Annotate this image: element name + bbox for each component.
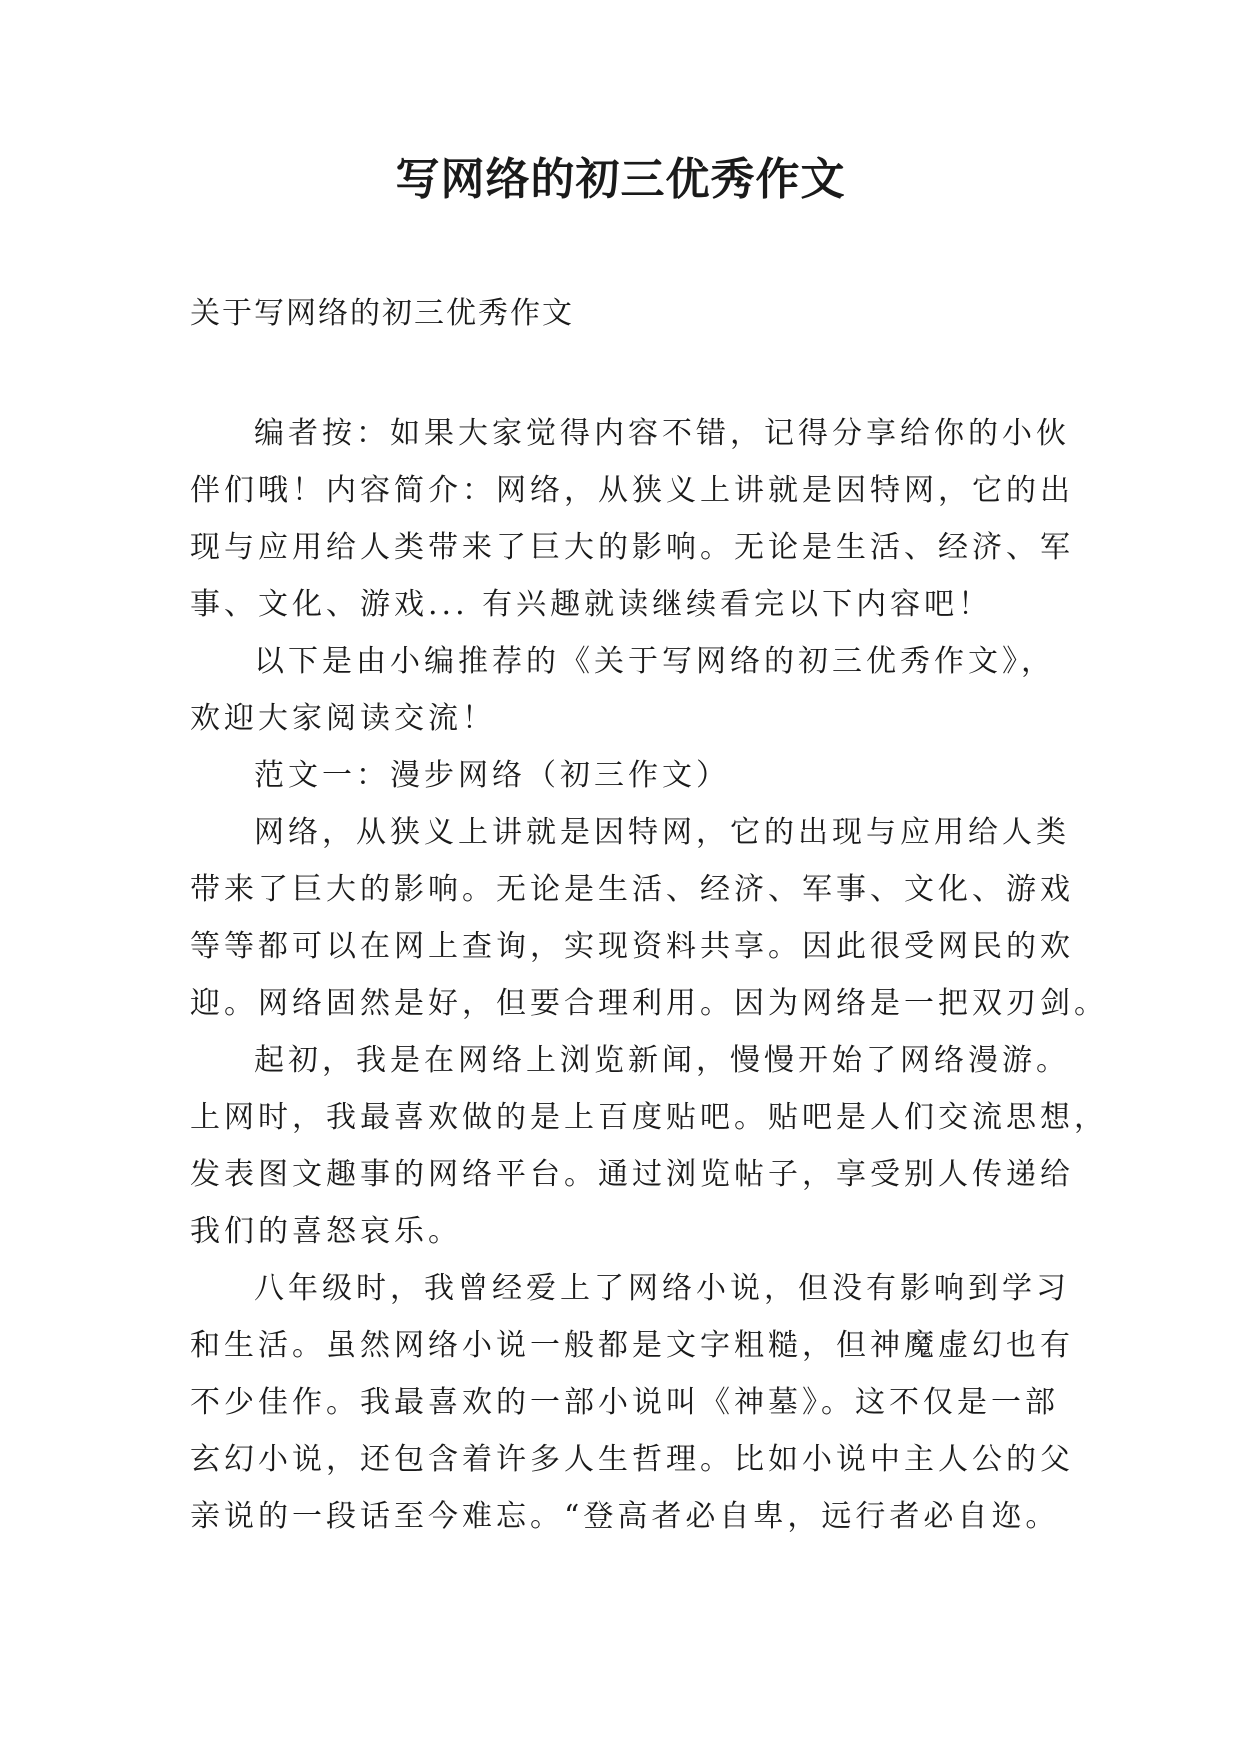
body-line: 八年级时，我曾经爱上了网络小说，但没有影响到学习 — [254, 1271, 1070, 1306]
body-line: 起初，我是在网络上浏览新闻，慢慢开始了网络漫游。 — [254, 1043, 1070, 1078]
body-line: 事、文化、游戏... 有兴趣就读继续看完以下内容吧！ — [190, 587, 993, 622]
body-line: 网络，从狭义上讲就是因特网，它的出现与应用给人类 — [254, 815, 1070, 850]
document-title: 写网络的初三优秀作文 — [395, 154, 846, 205]
body-line: 现与应用给人类带来了巨大的影响。无论是生活、经济、军 — [190, 530, 1074, 565]
body-line: 以下是由小编推荐的《关于写网络的初三优秀作文》， — [254, 644, 1055, 679]
body-line: 编者按：如果大家觉得内容不错，记得分享给你的小伙 — [254, 416, 1070, 451]
body-line: 玄幻小说，还包含着许多人生哲理。比如小说中主人公的父 — [190, 1442, 1074, 1477]
body-line: 我们的喜怒哀乐。 — [190, 1214, 462, 1249]
body-line: 不少佳作。我最喜欢的一部小说叫《神墓》。这不仅是一部 — [190, 1385, 1059, 1420]
body-line: 等等都可以在网上查询，实现资料共享。因此很受网民的欢 — [190, 929, 1074, 964]
body-line: 迎。网络固然是好，但要合理利用。因为网络是一把双刃剑。 — [190, 986, 1108, 1021]
body-line: 亲说的一段话至今难忘。“登高者必自卑，远行者必自迩。 — [190, 1499, 1060, 1534]
document-body — [190, 405, 1108, 1545]
body-line: 伴们哦！内容简介：网络，从狭义上讲就是因特网，它的出 — [190, 473, 1074, 508]
document-subtitle: 关于写网络的初三优秀作文 — [190, 296, 574, 331]
body-line: 发表图文趣事的网络平台。通过浏览帖子，享受别人传递给 — [190, 1157, 1074, 1192]
body-line: 上网时，我最喜欢做的是上百度贴吧。贴吧是人们交流思想， — [190, 1100, 1108, 1135]
body-line: 带来了巨大的影响。无论是生活、经济、军事、文化、游戏 — [190, 872, 1074, 907]
body-line: 和生活。虽然网络小说一般都是文字粗糙，但神魔虚幻也有 — [190, 1328, 1074, 1363]
body-line: 范文一：漫步网络（初三作文） — [254, 758, 730, 793]
body-line: 欢迎大家阅读交流！ — [190, 701, 496, 736]
